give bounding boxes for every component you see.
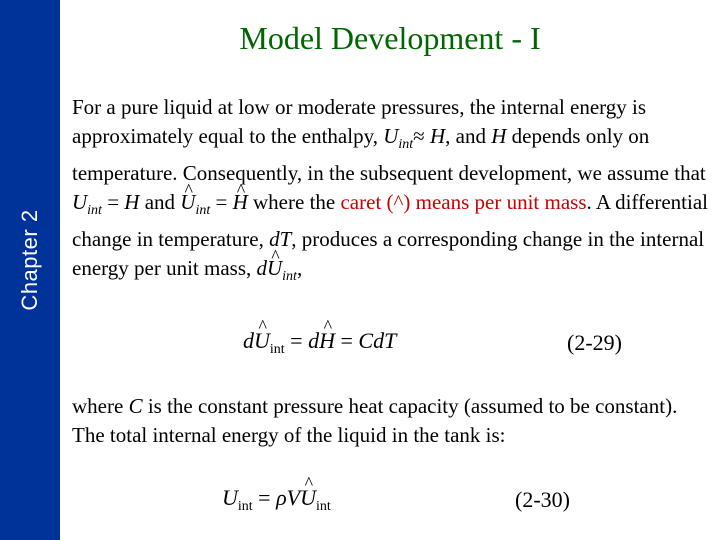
u-hat-symbol: ^ U [180,188,195,217]
chapter-label: Chapter 2 [17,209,42,311]
caret-definition: caret (^) means per unit mass [340,190,587,214]
equation-number-2-29: (2-29) [567,330,622,355]
paragraph-internal-energy: For a pure liquid at low or moderate pressures, the internal energy is approximately equal to the enthalpy, $U_{int}\approx H$, and H depends only on temperature. Consequently, in the subsequent development, we assume that $U_{int} = H$ and ^ $U_{int}$ = ^ H where the caret (^) means per unit mass. A differential change in temperature, dT, produces a corresponding change in the internal energy per unit mass, d^ $U_{int}$, [72,93,712,291]
equation-2-29: d^ $U_{int}$ = d^ H = CdT [243,328,396,358]
chapter-sidebar [0,0,60,540]
equation-number-2-30: (2-30) [515,487,570,512]
equation-2-30: $U_{int}$ = ρV^ $U_{int}$ [222,485,331,515]
slide-title: Model Development - I [239,20,541,56]
paragraph-heat-capacity: where C is the constant pressure heat capacity (assumed to be constant). The total internal energy of the liquid in the tank is: [72,394,678,447]
h-hat-symbol: ^ H [233,188,248,217]
